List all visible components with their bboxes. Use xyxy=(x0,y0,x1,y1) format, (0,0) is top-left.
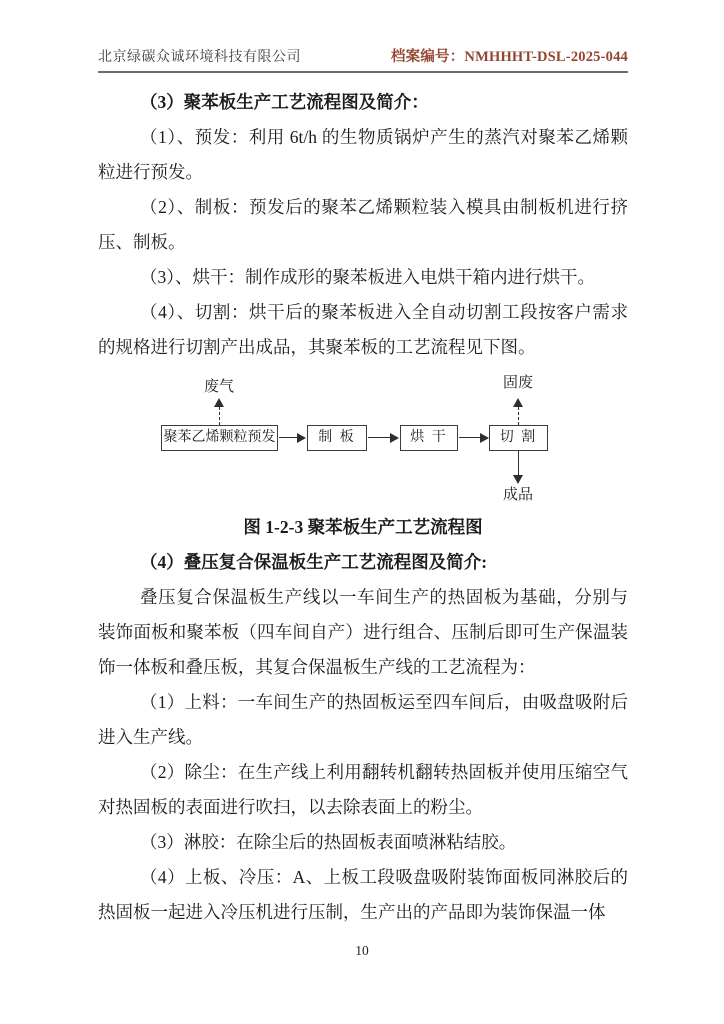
solid-waste-label: 固废 xyxy=(502,375,533,391)
arrow-right-icon xyxy=(390,433,399,443)
flow-step-drying: 烘 干 xyxy=(400,425,458,451)
page-number: 10 xyxy=(355,943,369,958)
flow-step-cutting: 切 割 xyxy=(489,425,548,451)
section-heading: （3）聚苯板生产工艺流程图及简介： xyxy=(140,92,429,112)
paragraph: （4）上板、冷压：A、上板工段吸盘吸附装饰面板同淋胶后的热固板一起进入冷压机进行压制，生产出的产品即为装饰保温一体 xyxy=(98,867,628,922)
paragraph: （3）、烘干：制作成形的聚苯板进入电烘干箱内进行烘干。 xyxy=(140,267,595,287)
arrow-right-icon xyxy=(297,433,306,443)
connector-line xyxy=(518,451,519,476)
arrow-right-icon xyxy=(480,433,489,443)
paragraph: （2）除尘：在生产线上利用翻转机翻转热固板并使用压缩空气对热固板的表面进行吹扫，以去除表面上的粉尘。 xyxy=(98,762,628,817)
flow-step-board-making: 制 板 xyxy=(307,425,367,451)
company-name: 北京绿碳众诚环境科技有限公司 xyxy=(98,50,301,65)
product-label: 成品 xyxy=(502,487,533,503)
file-number: 档案编号：NMHHHT-DSL-2025-044 xyxy=(390,49,628,65)
dashed-line xyxy=(518,407,519,425)
figure-caption: 图 1-2-3 聚苯板生产工艺流程图 xyxy=(243,517,483,537)
section-heading: （4）叠压复合保温板生产工艺流程图及简介: xyxy=(140,552,488,572)
paragraph: （4）、切割：烘干后的聚苯板进入全自动切割工段按客户需求的规格进行切割产出成品，其聚苯板的工艺流程见下图。 xyxy=(98,302,628,357)
paragraph: （1）上料：一车间生产的热固板运至四车间后，由吸盘吸附后进入生产线。 xyxy=(98,692,628,747)
page-header xyxy=(98,40,628,73)
waste-gas-label: 废气 xyxy=(203,379,234,395)
connector-line xyxy=(459,437,481,438)
paragraph: （3）淋胶：在除尘后的热固板表面喷淋粘结胶。 xyxy=(140,832,517,852)
arrow-up-icon xyxy=(214,398,224,407)
arrow-down-icon xyxy=(513,475,523,484)
connector-line xyxy=(368,437,392,438)
dashed-line xyxy=(219,407,220,425)
paragraph: （1）、预发：利用 6t/h 的生物质锅炉产生的蒸汽对聚苯乙烯颗粒进行预发。 xyxy=(98,127,628,182)
paragraph: 叠压复合保温板生产线以一车间生产的热固板为基础，分别与装饰面板和聚苯板（四车间自产）进行组合、压制后即可生产保温装饰一体板和叠压板，其复合保温板生产线的工艺流程为： xyxy=(98,587,628,677)
paragraph: （2）、制板：预发后的聚苯乙烯颗粒装入模具由制板机进行挤压、制板。 xyxy=(98,197,628,252)
connector-line xyxy=(279,437,299,438)
process-flow-diagram xyxy=(98,365,628,510)
flow-step-prefoaming: 聚苯乙烯颗粒预发 xyxy=(161,425,278,451)
document-body xyxy=(98,85,628,930)
arrow-up-icon xyxy=(513,398,523,407)
